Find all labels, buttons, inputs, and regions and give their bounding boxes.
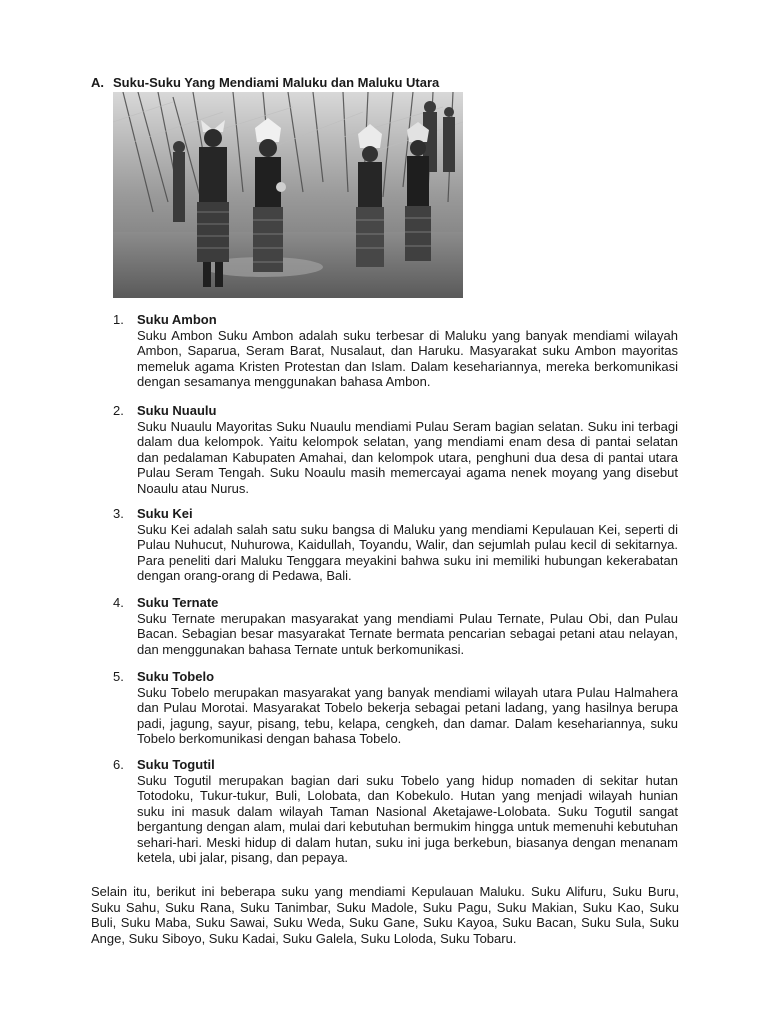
photo-illustration bbox=[113, 92, 463, 298]
section-title: Suku-Suku Yang Mendiami Maluku dan Maluku Utara bbox=[113, 75, 440, 90]
item-title: Suku Ambon bbox=[137, 312, 217, 327]
item-number: 2. bbox=[113, 403, 124, 418]
item-body: Suku Togutil merupakan bagian dari suku Tobelo yang hidup nomaden di sekitar hutan Totodoku, Tukur-tukur, Buli, Lolobata, dan Kobekulo. Hutan yang menjadi wilayah hunian suku ini masuk dalam wilayah Taman Nasional Aketajawe-Lolobata. Suku Togutil sangat bergantung dengan alam, mulai dari kebutuhan bermukim hingga untuk memenuhi kebutuhan sehari-hari. Meski hidup di dalam hutan, suku ini juga berkebun, biasanya dengan menanam ketela, ubi jalar, pisang, dan pepaya. bbox=[137, 772, 678, 865]
item-number: 5. bbox=[113, 669, 124, 684]
item-body: Suku Kei adalah salah satu suku bangsa di Maluku yang mendiami Kepulauan Kei, seperti di Pulau Nuhucut, Nuhurowa, Kaidullah, Toyandu, Walir, dan sejumlah pulau kecil di sekitarnya. Para peneliti dari Maluku Tenggara meyakini bahwa suku ini memiliki hubungan kekerabatan dengan orang-orang di Pedawa, Bali. bbox=[137, 521, 678, 583]
item-number: 6. bbox=[113, 757, 124, 772]
item-title: Suku Tobelo bbox=[137, 669, 215, 684]
item-title: Suku Nuaulu bbox=[137, 403, 217, 418]
item-title: Suku Ternate bbox=[137, 595, 219, 610]
closing-paragraph: Selain itu, berikut ini beberapa suku yang mendiami Kepulauan Maluku. Suku Alifuru, Suku Buru, Suku Sahu, Suku Rana, Suku Tanimbar, Suku Madole, Suku Pagu, Suku Makian, Suku Kao, Suku Buli, Suku Maba, Suku Sawai, Suku Weda, Suku Gane, Suku Kayoa, Suku Bacan, Suku Sula, Suku Ange, Suku Siboyo, Suku Kadai, Suku Galela, Suku Loloda, Suku Tobaru. bbox=[91, 884, 679, 946]
section-heading bbox=[91, 75, 439, 90]
section-letter: A. bbox=[91, 75, 104, 90]
tribal-group-photo bbox=[113, 92, 463, 298]
item-number: 4. bbox=[113, 595, 124, 610]
item-title: Suku Togutil bbox=[137, 757, 215, 772]
item-body: Suku Nuaulu Mayoritas Suku Nuaulu mendiami Pulau Seram bagian selatan. Suku ini terbagi dalam dua kelompok. Yaitu kelompok selatan, yang mendiami enam desa di pantai selatan dan pedalaman Kabupaten Amahai, dan kelompok utara, penghuni dua desa di pantai utara Pulau Seram Tengah. Suku Noaulu masih memercayai agama nenek moyang yang disebut Noaulu atau Nurus. bbox=[137, 418, 678, 496]
item-body: Suku Tobelo merupakan masyarakat yang banyak mendiami wilayah utara Pulau Halmahera dan Pulau Morotai. Masyarakat Tobelo bekerja sebagai petani ladang, yang hasilnya berupa padi, jagung, sayur, pisang, tebu, kelapa, cengkeh, dan damar. Dalam kesehariannya, suku Tobelo berkomunikasi dengan bahasa Tobelo. bbox=[137, 684, 678, 746]
item-body: Suku Ternate merupakan masyarakat yang mendiami Pulau Ternate, Pulau Obi, dan Pulau Bacan. Sebagian besar masyarakat Ternate bermata pencarian sebagai petani atau nelayan, dan menggunakan bahasa Ternate untuk berkomunikasi. bbox=[137, 610, 678, 657]
item-title: Suku Kei bbox=[137, 506, 193, 521]
item-number: 1. bbox=[113, 312, 124, 327]
item-body: Suku Ambon Suku Ambon adalah suku terbesar di Maluku yang banyak mendiami wilayah Ambon, Saparua, Seram Barat, Nusalaut, dan Haruku. Masyarakat suku Ambon mayoritas memeluk agama Kristen Protestan dan Islam. Dalam kesehariannya, mereka berkomunikasi dengan sesamanya menggunakan bahasa Ambon. bbox=[137, 327, 678, 389]
item-number: 3. bbox=[113, 506, 124, 521]
